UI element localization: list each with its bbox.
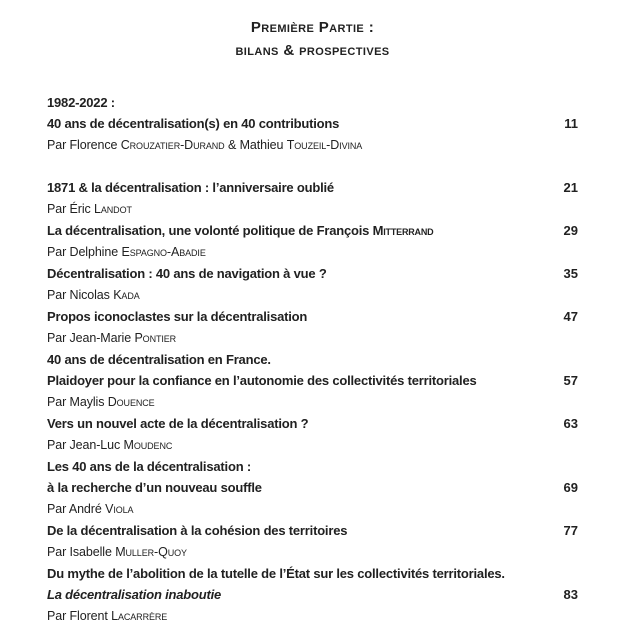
text-segment: Par Jean-Luc xyxy=(47,438,124,452)
toc-line-text xyxy=(47,435,172,456)
toc-line xyxy=(47,520,578,541)
text-segment: Propos iconoclastes sur la décentralisation xyxy=(47,309,308,324)
text-segment: Par Nicolas xyxy=(47,288,114,302)
toc-line xyxy=(47,220,578,241)
toc-line xyxy=(47,477,578,498)
toc-line xyxy=(47,306,578,327)
toc-line-text xyxy=(47,456,251,477)
toc-page-number: 83 xyxy=(563,587,578,602)
toc-line xyxy=(47,349,578,370)
toc-line-text xyxy=(47,328,176,349)
toc-line xyxy=(47,498,578,520)
text-segment: 1982-2022 : xyxy=(47,95,115,110)
text-segment: Par Maylis xyxy=(47,395,108,409)
toc-line-text xyxy=(47,370,477,391)
text-segment: Du mythe de l’abolition de la tutelle de l’État sur les collectivités territoriales. xyxy=(47,566,505,581)
text-segment: à la recherche d’un nouveau souffle xyxy=(47,480,262,495)
text-segment: Par Florent xyxy=(47,609,112,623)
toc-page-number: 69 xyxy=(563,480,578,495)
text-segment: De la décentralisation à la cohésion des territoires xyxy=(47,523,348,538)
surname-smallcaps: Mitterrand xyxy=(372,223,434,238)
toc-line-text xyxy=(47,349,271,370)
surname-smallcaps: Moudenc xyxy=(123,438,173,452)
toc-line-text xyxy=(47,199,132,220)
toc-line-text xyxy=(47,520,347,541)
section-title-line1: Première Partie : xyxy=(250,19,375,36)
toc-page-number: 77 xyxy=(563,523,578,538)
toc-line-text xyxy=(47,92,115,113)
toc-line-text xyxy=(47,242,206,263)
toc-line xyxy=(47,284,578,306)
toc-page-number: 35 xyxy=(563,266,578,281)
toc-line-text xyxy=(47,563,505,584)
toc-line xyxy=(47,456,578,477)
surname-smallcaps: Douence xyxy=(107,395,155,409)
toc-page-number: 57 xyxy=(563,373,578,388)
toc-line-text xyxy=(47,499,133,520)
toc-line-text xyxy=(47,606,167,627)
text-segment: Par Jean-Marie xyxy=(47,331,135,345)
text-segment: Par Isabelle xyxy=(47,545,116,559)
text-segment: Par André xyxy=(47,502,106,516)
toc-line xyxy=(47,605,578,627)
surname-smallcaps: Crouzatier-Durand xyxy=(120,138,225,152)
text-segment: 1871 & la décentralisation : l’anniversaire oublié xyxy=(47,180,334,195)
section-header xyxy=(47,16,578,62)
text-segment: 40 ans de décentralisation(s) en 40 contributions xyxy=(47,116,340,131)
toc-list xyxy=(47,92,578,627)
surname-smallcaps: Lacarrère xyxy=(111,609,168,623)
section-title-line2: bilans & prospectives xyxy=(235,42,390,59)
toc-line-text xyxy=(47,113,339,134)
surname-smallcaps: Touzeil-Divina xyxy=(286,138,363,152)
text-segment: Vers un nouvel acte de la décentralisation ? xyxy=(47,416,309,431)
toc-line-text xyxy=(47,135,362,156)
toc-line-text xyxy=(47,263,327,284)
toc-line xyxy=(47,263,578,284)
toc-line-text xyxy=(47,285,140,306)
toc-page-number: 47 xyxy=(563,309,578,324)
surname-smallcaps: Viola xyxy=(105,502,134,516)
toc-line xyxy=(47,563,578,584)
text-segment: Par Éric xyxy=(47,202,95,216)
toc-line xyxy=(47,92,578,113)
toc-page-number: 21 xyxy=(563,180,578,195)
toc-line xyxy=(47,113,578,134)
surname-smallcaps: Espagno-Abadie xyxy=(121,245,206,259)
toc-line xyxy=(47,391,578,413)
text-segment: 40 ans de décentralisation en France. xyxy=(47,352,271,367)
text-segment: Décentralisation : 40 ans de navigation à vue ? xyxy=(47,266,327,281)
toc-line-text xyxy=(47,477,262,498)
toc-line xyxy=(47,584,578,605)
text-segment: & Mathieu xyxy=(224,138,287,152)
text-segment: Par Delphine xyxy=(47,245,122,259)
toc-line xyxy=(47,198,578,220)
toc-line xyxy=(47,241,578,263)
toc-line xyxy=(47,434,578,456)
toc-line-text xyxy=(47,392,155,413)
toc-line xyxy=(47,413,578,434)
text-segment: La décentralisation, une volonté politique de François xyxy=(47,223,373,238)
toc-line xyxy=(47,370,578,391)
toc-line xyxy=(47,177,578,198)
text-segment: La décentralisation inaboutie xyxy=(47,587,222,602)
toc-line-text xyxy=(47,584,221,605)
text-segment: Par Florence xyxy=(47,138,121,152)
toc-line xyxy=(47,327,578,349)
surname-smallcaps: Landot xyxy=(94,202,132,216)
text-segment: Plaidoyer pour la confiance en l’autonomie des collectivités territoriales xyxy=(47,373,477,388)
surname-smallcaps: Muller-Quoy xyxy=(115,545,187,559)
toc-line-text xyxy=(47,220,433,241)
text-segment: Les 40 ans de la décentralisation : xyxy=(47,459,251,474)
toc-page-number: 29 xyxy=(563,223,578,238)
toc-line-text xyxy=(47,177,334,198)
toc-line-text xyxy=(47,542,187,563)
surname-smallcaps: Kada xyxy=(113,288,140,302)
toc-line-text xyxy=(47,413,308,434)
toc-page-number: 11 xyxy=(564,116,578,131)
toc-line xyxy=(47,541,578,563)
toc-line-text xyxy=(47,306,307,327)
toc-line xyxy=(47,134,578,156)
toc-page-number: 63 xyxy=(563,416,578,431)
surname-smallcaps: Pontier xyxy=(134,331,177,345)
